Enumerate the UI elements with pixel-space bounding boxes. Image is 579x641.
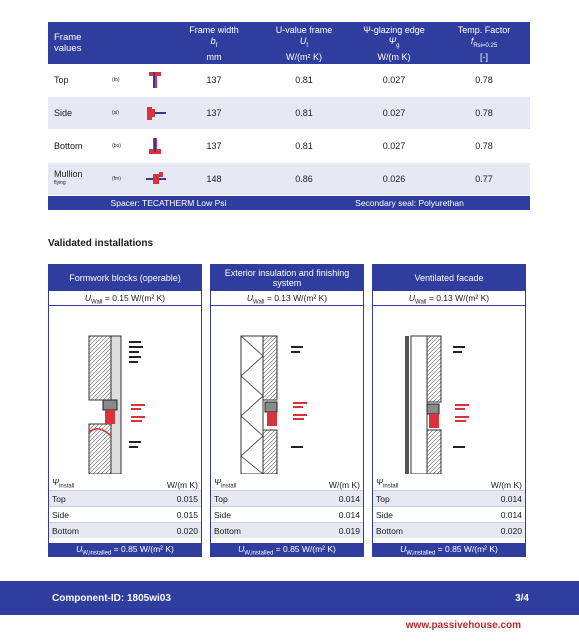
panel-title: Exterior insulation and finishing system [211,265,363,291]
installation-drawing [373,306,525,474]
installation-panel-eifs [210,264,364,557]
table-row: Top 0.015 [49,490,201,506]
page-number: 3/4 [515,592,529,604]
table-row: Side 0.014 [211,506,363,522]
u-wall-value: $U_{Wall} = 0.15$ W/(m² K) [49,291,201,306]
col-frame-width: Frame width $b_f$ mm [189,25,239,62]
psi-header: $\Psi_{install}$ W/(m K) [214,477,360,490]
frame-values-table [48,22,530,210]
table-row: Top (to) 137 0.81 0.027 0.78 [48,64,530,97]
table-row: Side 0.014 [373,506,525,522]
installation-drawing [211,306,363,474]
table-row: Mullion flying (fm) 148 0.86 0.026 0.77 [48,163,530,196]
installation-panel-ventilated [372,264,526,557]
table-row: Bottom (bo) 137 0.81 0.027 0.78 [48,130,530,163]
uw-installed-value: $U_{W,installed} = 0.85$ W/(m² K) [211,543,363,556]
psi-header: $\Psi_{install}$ W/(m K) [376,477,522,490]
table-row: Side (si) 137 0.81 0.027 0.78 [48,97,530,130]
table-row: Bottom 0.020 [373,522,525,538]
footer-bar [0,581,579,615]
frame-mullion-icon [144,169,169,189]
installation-panel-formwork [48,264,202,557]
frame-bottom-icon [144,136,169,156]
website-link[interactable]: www.passivehouse.com [405,620,521,631]
col-temp-factor: Temp. Factor $f_{Rsi=0.25}$ [-] [457,25,511,62]
seal-text: Secondary seal: Polyurethan [355,198,464,208]
section-title: Validated installations [48,238,154,249]
installation-drawing [49,306,201,474]
frame-values-label: Frame values [54,32,82,54]
table-row: Side 0.015 [49,506,201,522]
u-wall-value: $U_{Wall} = 0.13$ W/(m² K) [373,291,525,306]
frame-side-icon [144,103,169,123]
spacer-seal-bar [48,196,530,210]
panel-title: Ventilated facade [373,265,525,291]
uw-installed-value: $U_{W,installed} = 0.85$ W/(m² K) [49,543,201,556]
panel-title: Formwork blocks (operable) [49,265,201,291]
psi-header: $\Psi_{install}$ W/(m K) [52,477,198,490]
frame-top-icon [144,70,169,90]
table-row: Top 0.014 [373,490,525,506]
component-id: Component-ID: 1805wi03 [52,592,171,604]
u-wall-value: $U_{Wall} = 0.13$ W/(m² K) [211,291,363,306]
spacer-text: Spacer: TECATHERM Low Psi [110,198,227,208]
frame-table-header [48,22,530,64]
table-row: Top 0.014 [211,490,363,506]
table-row: Bottom 0.019 [211,522,363,538]
uw-installed-value: $U_{W,installed} = 0.85$ W/(m² K) [373,543,525,556]
col-psi-glazing: Ψ-glazing edge $\Psi_g$ W/(m K) [363,25,425,62]
table-row: Bottom 0.020 [49,522,201,538]
col-u-value: U-value frame $U_f$ W/(m² K) [275,25,333,62]
